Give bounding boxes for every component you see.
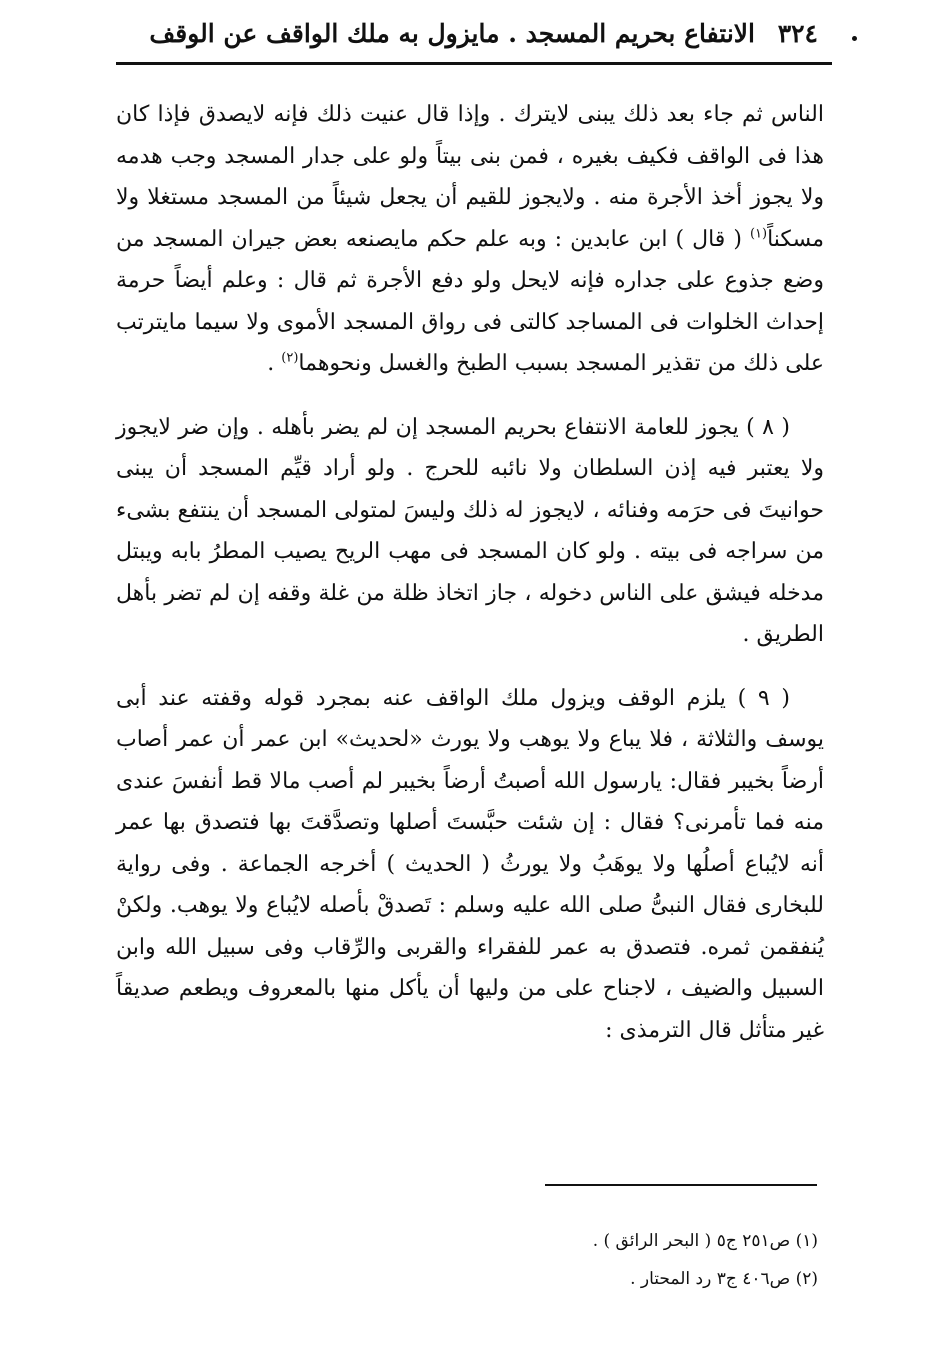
paragraph-text: . [267, 351, 282, 376]
page-number: ٣٢٤ [777, 19, 818, 48]
header-dot-mark [852, 36, 857, 41]
paragraph-8: ( ٨ ) يجوز للعامة الانتفاع بحريم المسجد إن لم يضر بأهله . وإن ضر لايجوز ولا يعتبر فيه إذن السلطان ولا نائبه للحرج . ولو أراد قيِّم المسجد أن يبنى حوانيتَ فى حرَمه وفنائه ، لايجوز له ذلك وليسَ لمتولى المسجد أن ينتفع بشىء من سراجه فى بيته . ولو كان المسجد فى مهب الريح يصيب المطرُ بابه ويبتل مدخله فيشق على الناس دخوله ، جاز اتخاذ ظلة من غلة وقفه إن لم تضر بأهل الطريق . [116, 414, 825, 647]
header-title: الانتفاع بحريم المسجد . مايزول به ملك الواقف عن الوقف [149, 19, 755, 48]
footnote-ref-2: (٢) [281, 350, 299, 366]
paragraph-text: ( قال ) ابن عابدين : وبه علم حكم مايصنعه بعض جيران المسجد من وضع جذوع على جداره فإنه لايحل ولو دفع الأجرة ثم قال : وعلم أيضاً حرمة إحداث الخلوات فى المساجد كالتى فى رواق المسجد الأموى ولا سيما مايترتب على ذلك من تقذير المسجد بسبب الطبخ والغسل ونحوهما [116, 226, 824, 376]
footnote-ref-1: (١) [749, 226, 768, 242]
paragraph-continuation [116, 94, 824, 385]
paragraph-text: الناس ثم جاء بعد ذلك يبنى لايترك . وإذا قال عنيت ذلك فإنه لايصدق فإذا كان هذا فى الواقف فكيف بغيره ، فمن بنى بيتاً ولو على جدار المسجد وجب هدمه ولا يجوز أخذ الأجرة منه . ولايجوز للقيم أن يجعل شيئاً من المسجد مستغلا ولا مسكناً [116, 102, 824, 252]
footnote-1: (١) ص٢٥١ ج٥ ( البحر الرائق ) . [592, 1231, 818, 1251]
footnote-2: (٢) ص٤٠٦ ج٣ رد المحتار . [630, 1269, 818, 1289]
footnotes [440, 1222, 818, 1298]
header-rule [116, 62, 832, 65]
paragraph-9: ( ٩ ) يلزم الوقف ويزول ملك الواقف عنه بمجرد قوله وقفته عند أبى يوسف والثلاثة ، فلا يباع ولا يوهب ولا يورث «لحديث» ابن عمر أن عمر أصاب أرضاً بخيبر فقال: يارسول الله أصبتُ أرضاً بخيبر لم أصب مالا قط أنفسَ عندى منه فما تأمرنى؟ فقال : إن شئت حبَّستَ أصلها وتصدَّقتَ بها فتصدق بها عمر أنه لايُباع أصلُها ولا يوهَبُ ولا يورثُ ( الحديث ) أخرجه الجماعة . وفى رواية للبخارى فقال النبىُّ صلى الله عليه وسلم : تَصدقْ بأصله لايُباع ولا يوهب. ولكنْ يُنفقمن ثمره. فتصدق به عمر للفقراء والقربى والرِّقاب وفى سبيل الله وابن السبيل والضيف ، لاجناح على من وليها أن يأكل منها بالمعروف ويطعم صديقاً غير متأثل قال الترمذى : [116, 685, 824, 1043]
running-header [118, 12, 818, 56]
footnote-rule [545, 1184, 817, 1186]
body-text [116, 94, 824, 1051]
